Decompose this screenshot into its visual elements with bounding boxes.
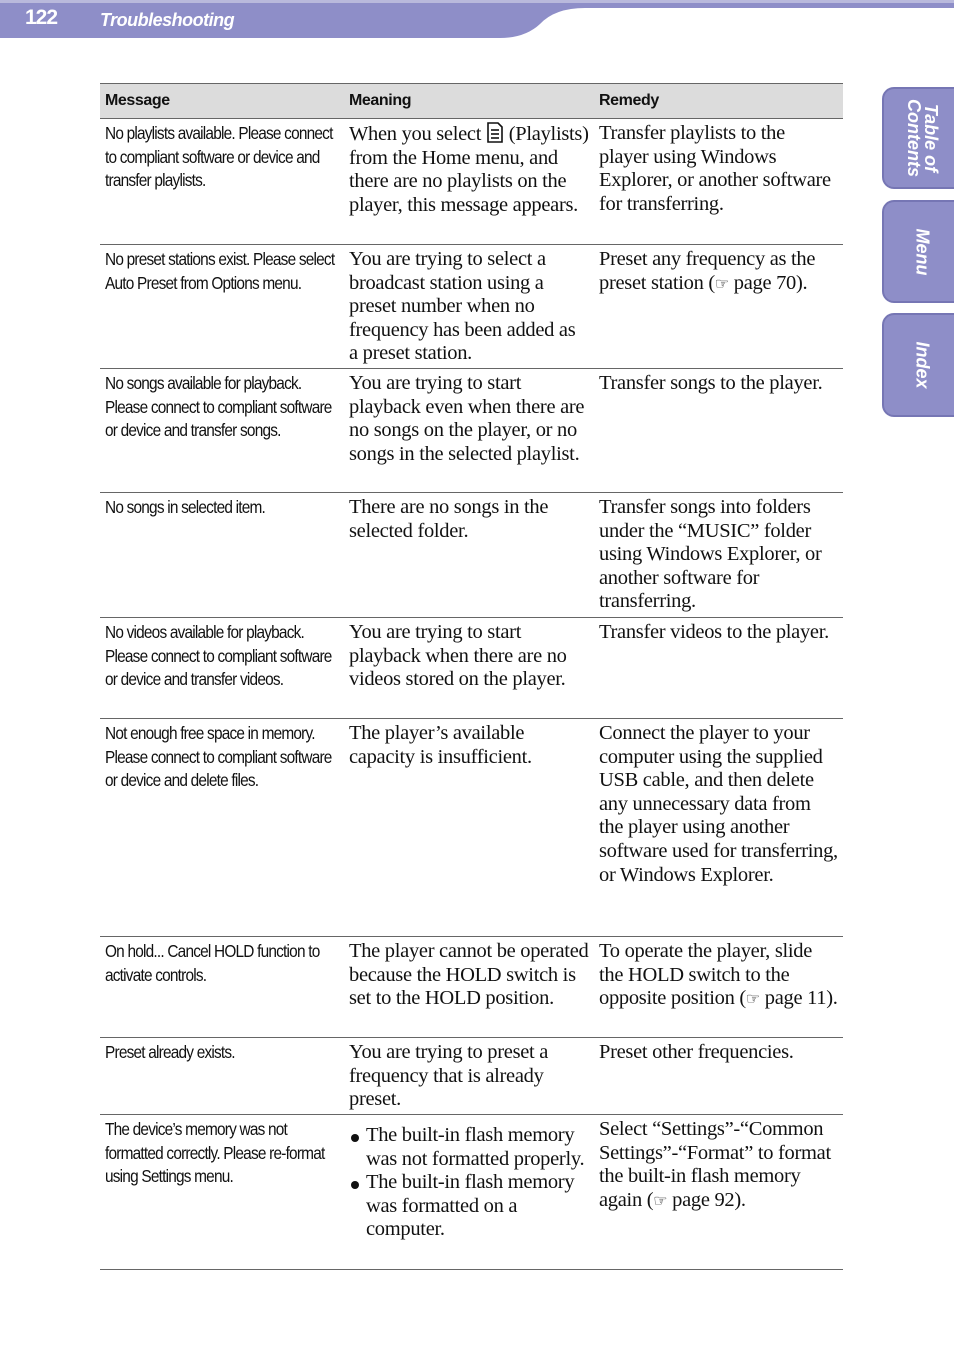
section-title: Troubleshooting bbox=[100, 10, 235, 30]
list-item: The built-in flash memory was not formatted properly. bbox=[349, 1124, 589, 1171]
message-cell: On hold... Cancel HOLD function to activate controls. bbox=[100, 937, 344, 1038]
table-row bbox=[100, 493, 843, 618]
playlist-icon bbox=[486, 122, 504, 143]
page-header bbox=[0, 0, 954, 40]
message-cell: No videos available for playback. Please connect to compliant software or device and transfer videos. bbox=[100, 618, 344, 719]
table-row bbox=[100, 1115, 843, 1270]
meaning-cell: The player cannot be operated because the HOLD switch is set to the HOLD position. bbox=[344, 937, 594, 1038]
meaning-cell: You are trying to preset a frequency that is already preset. bbox=[344, 1038, 594, 1115]
table-row bbox=[100, 1038, 843, 1115]
message-cell: No playlists available. Please connect to compliant software or device and transfer playlists. bbox=[100, 119, 344, 245]
tab-index[interactable] bbox=[882, 313, 954, 417]
remedy-cell: Transfer videos to the player. bbox=[594, 618, 843, 719]
table-row bbox=[100, 245, 843, 369]
list-item: The built-in flash memory was formatted on a computer. bbox=[349, 1171, 589, 1242]
tab-menu[interactable] bbox=[882, 200, 954, 303]
meaning-cell: The player’s available capacity is insufficient. bbox=[344, 719, 594, 937]
remedy-cell: To operate the player, slide the HOLD switch to the opposite position (☞ page 11). bbox=[594, 937, 843, 1038]
remedy-cell: Preset other frequencies. bbox=[594, 1038, 843, 1115]
message-cell: Not enough free space in memory. Please connect to compliant software or device and delete files. bbox=[100, 719, 344, 937]
page-number: 122 bbox=[25, 6, 58, 29]
meaning-cell: You are trying to select a broadcast station using a preset number when no frequency has been added as a preset station. bbox=[344, 245, 594, 369]
remedy-cell: Preset any frequency as the preset station (☞ page 70). bbox=[594, 245, 843, 369]
message-cell: No preset stations exist. Please select Auto Preset from Options menu. bbox=[100, 245, 344, 369]
message-cell: Preset already exists. bbox=[100, 1038, 344, 1115]
table-row bbox=[100, 937, 843, 1038]
table-row bbox=[100, 618, 843, 719]
tab-index-label: Index bbox=[912, 341, 933, 389]
meaning-bullet-list bbox=[349, 1124, 589, 1242]
message-cell: No songs available for playback. Please connect to compliant software or device and transfer songs. bbox=[100, 369, 344, 493]
column-header-remedy: Remedy bbox=[594, 84, 843, 119]
table-header-row bbox=[100, 84, 843, 119]
pointing-hand-icon: ☞ bbox=[653, 1192, 668, 1210]
message-cell: The device’s memory was not formatted correctly. Please re-format using Settings menu. bbox=[100, 1115, 344, 1270]
message-cell: No songs in selected item. bbox=[100, 493, 344, 618]
remedy-cell: Transfer songs into folders under the “MUSIC” folder using Windows Explorer, or another software for transferring. bbox=[594, 493, 843, 618]
meaning-cell: You are trying to start playback even when there are no songs on the player, or no songs in the selected playlist. bbox=[344, 369, 594, 493]
pointing-hand-icon: ☞ bbox=[714, 275, 729, 293]
troubleshooting-table bbox=[100, 83, 843, 1270]
tab-menu-label: Menu bbox=[912, 228, 933, 275]
meaning-cell: There are no songs in the selected folder. bbox=[344, 493, 594, 618]
remedy-cell: Transfer playlists to the player using Windows Explorer, or another software for transferring. bbox=[594, 119, 843, 245]
meaning-cell bbox=[344, 1115, 594, 1270]
column-header-message: Message bbox=[100, 84, 344, 119]
table-row bbox=[100, 719, 843, 937]
table-row bbox=[100, 119, 843, 245]
table-row bbox=[100, 369, 843, 493]
remedy-cell: Select “Settings”-“Common Settings”-“Format” to format the built-in flash memory again (☞ page 92). bbox=[594, 1115, 843, 1270]
column-header-meaning: Meaning bbox=[344, 84, 594, 119]
tab-table-of-contents[interactable] bbox=[882, 87, 954, 189]
tab-table-of-contents-label: Table of Contents bbox=[904, 99, 941, 177]
remedy-cell: Transfer songs to the player. bbox=[594, 369, 843, 493]
meaning-cell: You are trying to start playback when there are no videos stored on the player. bbox=[344, 618, 594, 719]
remedy-cell: Connect the player to your computer using the supplied USB cable, and then delete any unnecessary data from the player using another software used for transferring, or Windows Explorer. bbox=[594, 719, 843, 937]
pointing-hand-icon: ☞ bbox=[745, 991, 760, 1009]
meaning-cell: When you select (Playlists) from the Home menu, and there are no playlists on the player, this message appears. bbox=[344, 119, 594, 245]
